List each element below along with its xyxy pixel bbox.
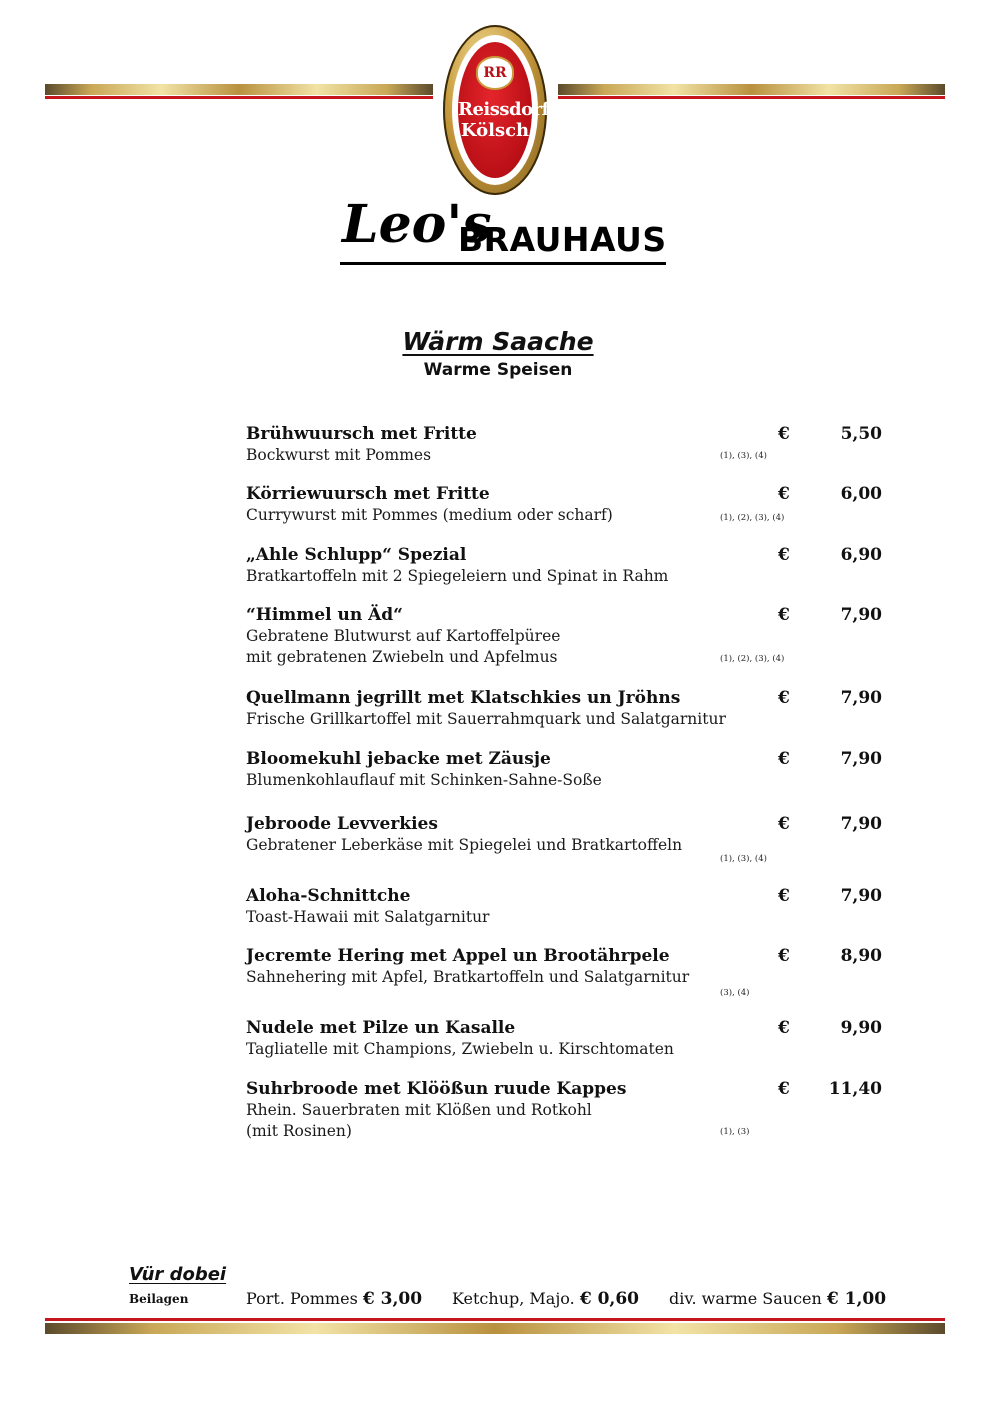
menu-item-currency: € <box>778 424 790 444</box>
menu-item-currency: € <box>778 688 790 708</box>
menu-item-desc: Frische Grillkartoffel mit Sauerrahmquark und Salatgarnitur <box>246 710 726 728</box>
menu-item-additives: (1), (3), (4) <box>720 451 767 461</box>
menu-item-currency: € <box>778 814 790 834</box>
menu-item-price: 7,90 <box>840 814 882 834</box>
menu-item-additives: (1), (3), (4) <box>720 854 767 864</box>
section-subtitle: Warme Speisen <box>423 360 573 380</box>
top-stripe-left-red <box>45 96 433 99</box>
side-item <box>246 1288 422 1310</box>
menu-item-price: 9,90 <box>840 1018 882 1038</box>
side-item-label: div. warme Saucen <box>669 1289 822 1308</box>
side-item-label: Ketchup, Majo. <box>452 1289 575 1308</box>
menu-item-name: “Himmel un Äd“ <box>246 605 403 625</box>
menu-item-name: Bloomekuhl jebacke met Zäusje <box>246 749 551 769</box>
menu-item-additives: (1), (2), (3), (4) <box>720 513 785 523</box>
menu-item-desc: Gebratener Leberkäse mit Spiegelei und Bratkartoffeln <box>246 836 683 854</box>
menu-item-price: 11,40 <box>828 1079 882 1099</box>
menu-item-name: „Ahle Schlupp“ Spezial <box>246 545 467 565</box>
logo-line2: Kölsch <box>460 120 530 141</box>
menu-item <box>246 886 896 928</box>
menu-item-name: Aloha-Schnittche <box>246 886 411 906</box>
menu-item-desc: Blumenkohlauflauf mit Schinken-Sahne-Soße <box>246 771 602 789</box>
menu-item-price: 7,90 <box>840 886 882 906</box>
top-stripe-right-red <box>558 96 945 99</box>
footer-title: Vür dobei <box>129 1264 227 1285</box>
menu-item-additives: (1), (3) <box>720 1127 750 1137</box>
menu-item <box>246 814 896 864</box>
side-item-price: € 0,60 <box>579 1289 639 1309</box>
menu-item-desc: Currywurst mit Pommes (medium oder scharf) <box>246 506 613 524</box>
menu-item-price: 8,90 <box>840 946 882 966</box>
menu-item-desc: Tagliatelle mit Champions, Zwiebeln u. Kirschtomaten <box>246 1040 674 1058</box>
menu-item-currency: € <box>778 749 790 769</box>
menu-item-desc: Bratkartoffeln mit 2 Spiegeleiern und Spinat in Rahm <box>246 567 669 585</box>
menu-item-price: 5,50 <box>840 424 882 444</box>
brand-script: Leo's <box>342 194 492 255</box>
menu-item-price: 6,00 <box>840 484 882 504</box>
logo-red-oval <box>458 42 549 178</box>
menu-item-currency: € <box>778 545 790 565</box>
brand-block: BRAUHAUS <box>458 220 667 259</box>
reissdorf-logo <box>443 25 547 195</box>
brand-underline <box>340 262 666 265</box>
menu-item-price: 7,90 <box>840 688 882 708</box>
menu-item <box>246 605 896 667</box>
side-item <box>669 1288 886 1310</box>
side-item-price: € 3,00 <box>362 1289 423 1309</box>
menu-item <box>246 545 896 587</box>
menu-item-desc-2: mit gebratenen Zwiebeln und Apfelmus <box>246 647 558 666</box>
menu-item <box>246 484 896 526</box>
top-stripe-right <box>558 84 945 95</box>
menu-item-name: Jebroode Levverkies <box>246 814 438 834</box>
logo-badge: RR <box>476 56 514 90</box>
menu-item-desc: Bockwurst mit Pommes <box>246 446 432 464</box>
menu-item-additives: (1), (2), (3), (4) <box>720 654 785 664</box>
menu-item-name: Suhrbroode met Klöößun ruude Kappes <box>246 1079 627 1099</box>
menu-item-desc: Sahnehering mit Apfel, Bratkartoffeln und Salatgarnitur <box>246 968 690 986</box>
menu-item-currency: € <box>778 1079 790 1099</box>
menu-item-currency: € <box>778 946 790 966</box>
menu-item <box>246 749 896 791</box>
menu-item-price: 7,90 <box>840 605 882 625</box>
section-title: Wärm Saache <box>402 327 594 356</box>
bottom-stripe <box>45 1323 945 1334</box>
side-item <box>452 1288 639 1310</box>
menu-item-price: 6,90 <box>840 545 882 565</box>
menu-item <box>246 688 896 730</box>
bottom-stripe-red <box>45 1318 945 1321</box>
menu-item-name: Quellmann jegrillt met Klatschkies un Jröhns <box>246 688 681 708</box>
menu-item-currency: € <box>778 605 790 625</box>
menu-item-desc-2: (mit Rosinen) <box>246 1121 352 1140</box>
menu-item-name: Körriewuursch met Fritte <box>246 484 490 504</box>
top-stripe-left <box>45 84 433 95</box>
menu-item-name: Nudele met Pilze un Kasalle <box>246 1018 516 1038</box>
menu-item-currency: € <box>778 484 790 504</box>
menu-item-desc: Gebratene Blutwurst auf Kartoffelpüree <box>246 627 561 645</box>
menu-item <box>246 424 896 466</box>
footer-subtitle: Beilagen <box>129 1292 189 1306</box>
menu-item <box>246 1018 896 1060</box>
menu-item-name: Brühwuursch met Fritte <box>246 424 477 444</box>
menu-item <box>246 946 896 998</box>
brand-wordmark <box>340 190 670 270</box>
side-item-price: € 1,00 <box>826 1289 887 1309</box>
menu-item-currency: € <box>778 886 790 906</box>
menu-item-price: 7,90 <box>840 749 882 769</box>
side-item-label: Port. Pommes <box>246 1289 358 1308</box>
logo-line1: Reissdorf <box>458 99 549 120</box>
menu-item-name: Jecremte Hering met Appel un Brootährpele <box>246 946 670 966</box>
menu-item-currency: € <box>778 1018 790 1038</box>
menu-item-desc: Rhein. Sauerbraten mit Klößen und Rotkohl <box>246 1101 592 1119</box>
menu-item-additives: (3), (4) <box>720 988 750 998</box>
menu-item-desc: Toast-Hawaii mit Salatgarnitur <box>246 908 490 926</box>
menu-item <box>246 1079 896 1141</box>
